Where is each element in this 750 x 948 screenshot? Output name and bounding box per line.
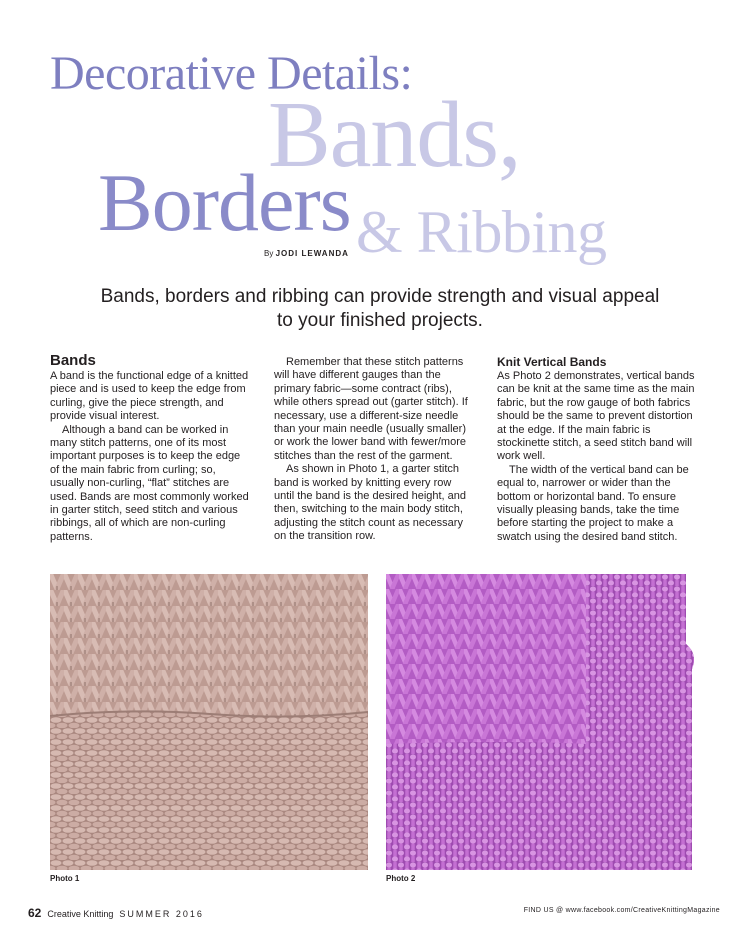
col2-paragraph-2: As shown in Photo 1, a garter stitch band is worked by knitting every row until the band is the desired height, and then, switching to the main body stitch, adjusting the stitch count as necessary on the transition row. xyxy=(274,463,467,543)
column-3 xyxy=(497,352,697,544)
footer-find-us[interactable]: FIND US @ www.facebook.com/CreativeKnittingMagazine xyxy=(523,907,720,914)
title-word-borders: Borders xyxy=(98,157,351,248)
deck-subtitle: Bands, borders and ribbing can provide strength and visual appeal to your finished projects. xyxy=(100,286,660,331)
photo-1-garter-band-swatch xyxy=(50,574,368,870)
footer-left xyxy=(28,906,204,920)
col1-paragraph-2: Although a band can be worked in many stitch patterns, one of its most important purposes is to keep the edge of the main fabric from curling; so, usually non-curling, “flat” stitches are used. Bands are most commonly worked in garter stitch, seed stitch and various ribbings, all of which are non-curling patterns. xyxy=(50,423,249,543)
photo-2-caption: Photo 2 xyxy=(386,874,416,883)
heading-knit-vertical-bands: Knit Vertical Bands xyxy=(497,355,607,369)
title-line-decorative-details: Decorative Details: xyxy=(50,47,413,100)
column-2 xyxy=(274,356,474,544)
magazine-name: Creative Knitting xyxy=(47,909,114,919)
page-number: 62 xyxy=(28,906,42,920)
title-word-bands: Bands, xyxy=(268,83,521,187)
title-word-ribbing: & Ribbing xyxy=(356,199,607,265)
photo-1-caption: Photo 1 xyxy=(50,874,80,883)
issue-season: SUMMER 2016 xyxy=(119,909,204,919)
column-1 xyxy=(50,352,250,544)
heading-bands: Bands xyxy=(50,352,96,369)
byline xyxy=(264,249,349,258)
col3-paragraph-2: The width of the vertical band can be equal to, narrower or wider than the bottom or horizontal band. To ensure visually pleasing bands, take the time before starting the project to make a swatch using the desired band stitch. xyxy=(497,463,689,543)
photo-2-seed-stitch-band-swatch xyxy=(386,574,706,870)
col3-paragraph-1: As Photo 2 demonstrates, vertical bands can be knit at the same time as the main fabric, but the row gauge of both fabrics should be the same to prevent distortion at the edge. If the main fabric is stockinette stitch, a seed stitch band will work well. xyxy=(497,370,695,463)
col1-paragraph-1: A band is the functional edge of a knitted piece and is used to keep the edge from curling, give the piece strength, and provide visual interest. xyxy=(50,370,249,423)
byline-author: JODI LEWANDA xyxy=(275,249,349,258)
col2-paragraph-1: Remember that these stitch patterns will have different gauges than the primary fabric—some contract (ribs), while others spread out (garter stitch). If necessary, use a different-size needle than your main needle (usually smaller) or work the lower band with fewer/more stitches than the rest of the garment. xyxy=(274,356,468,462)
byline-prefix: By xyxy=(264,249,274,258)
